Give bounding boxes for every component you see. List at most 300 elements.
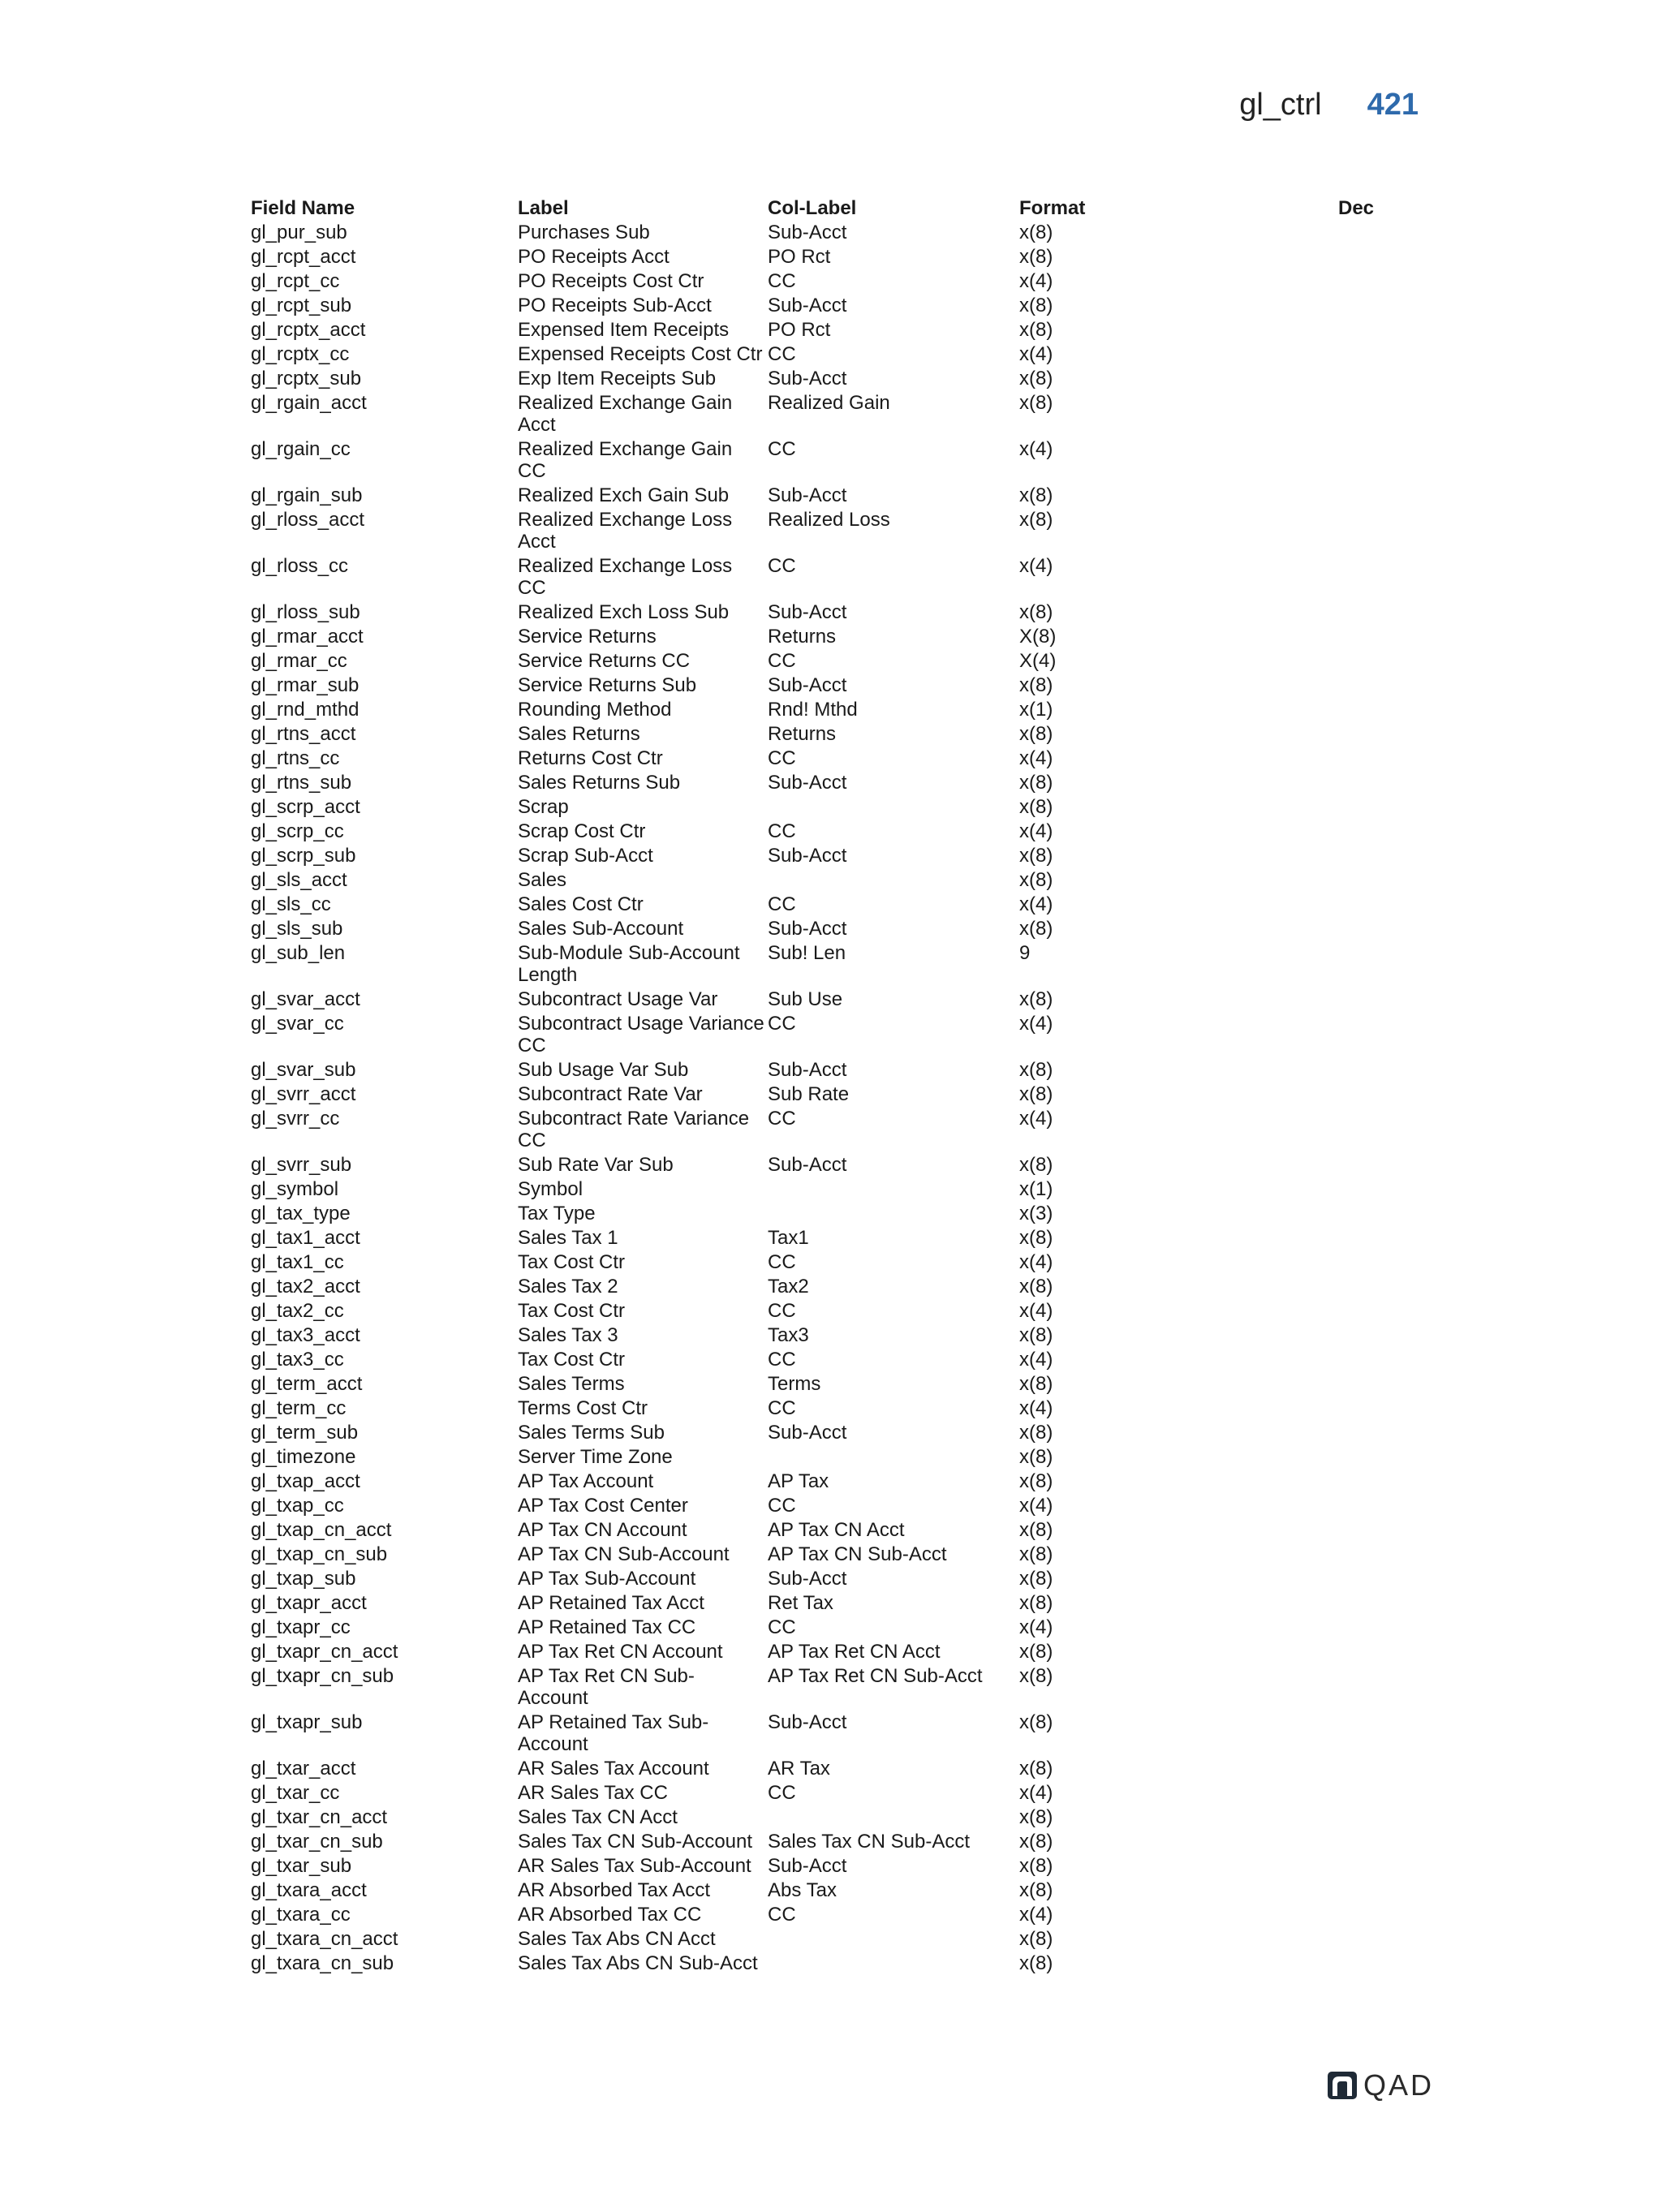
cell-field-name: gl_svrr_cc [251,1108,340,1130]
cell-format: x(8) [1019,1568,1053,1590]
cell-format: x(8) [1019,1446,1053,1468]
cell-col-label [768,1928,1019,1950]
table-row [251,891,1436,915]
cell-label: AP Retained Tax Sub- Account [518,1711,709,1755]
cell-format: x(4) [1019,1108,1053,1130]
table-row [251,1828,1436,1853]
table-row [251,599,1436,623]
cell-col-label [768,1203,1019,1224]
cell-col-label: Realized Gain [768,392,890,414]
cell-col-label: Sub-Acct [768,295,847,316]
cell-field-name: gl_rcptx_sub [251,368,362,389]
table-row [251,1395,1436,1419]
section-title: gl_ctrl [1239,88,1322,122]
cell-label: Service Returns CC [518,650,691,672]
table-row [251,1105,1436,1151]
cell-field-name: gl_term_acct [251,1373,363,1395]
cell-field-name: gl_txar_cn_sub [251,1831,383,1853]
column-header-col-label: Col-Label [768,197,857,219]
cell-dec [1338,1251,1436,1273]
cell-format: x(4) [1019,343,1053,365]
cell-field-name: gl_txap_sub [251,1568,356,1590]
cell-field-name: gl_txar_cn_acct [251,1806,388,1828]
table-row [251,1541,1436,1565]
table-row [251,1444,1436,1468]
cell-col-label: CC [768,555,796,577]
field-table [251,195,1436,1974]
cell-dec [1338,1592,1436,1614]
cell-col-label: Returns [768,723,837,745]
table-row [251,1419,1436,1444]
cell-label: Exp Item Receipts Sub [518,368,717,389]
cell-label: Symbol [518,1178,583,1200]
cell-format: x(8) [1019,368,1053,389]
cell-dec [1338,988,1436,1010]
cell-format: x(8) [1019,1665,1053,1687]
cell-dec [1338,343,1436,365]
cell-format: x(8) [1019,1083,1053,1105]
cell-format: x(4) [1019,747,1053,769]
cell-format: x(8) [1019,918,1053,940]
cell-format: x(4) [1019,1013,1053,1035]
cell-format: x(8) [1019,509,1053,531]
cell-dec [1338,942,1436,986]
cell-format: x(8) [1019,1758,1053,1779]
table-row [251,672,1436,696]
cell-label: Sales Terms [518,1373,625,1395]
cell-field-name: gl_sls_cc [251,893,331,915]
table-row [251,915,1436,940]
cell-format: X(8) [1019,626,1057,648]
column-header-field-name: Field Name [251,197,355,219]
cell-format: x(8) [1019,1641,1053,1663]
table-row [251,1322,1436,1346]
cell-format: x(8) [1019,1592,1053,1614]
cell-dec [1338,1831,1436,1853]
cell-format: x(4) [1019,1300,1053,1322]
cell-format: x(8) [1019,772,1053,794]
table-row [251,1057,1436,1081]
cell-label: Subcontract Usage Variance CC [518,1013,764,1057]
cell-field-name: gl_rgain_acct [251,392,367,414]
cell-field-name: gl_rgain_sub [251,484,363,506]
cell-dec [1338,918,1436,940]
cell-dec [1338,484,1436,506]
cell-field-name: gl_txar_sub [251,1855,352,1877]
cell-col-label [768,1178,1019,1200]
cell-field-name: gl_rcptx_cc [251,343,350,365]
cell-col-label [768,869,1019,891]
cell-dec [1338,650,1436,672]
cell-label: Sales Tax CN Acct [518,1806,678,1828]
cell-format: x(8) [1019,601,1053,623]
cell-label: Tax Cost Ctr [518,1251,626,1273]
cell-col-label: Sub-Acct [768,484,847,506]
cell-label: PO Receipts Cost Ctr [518,270,704,292]
cell-field-name: gl_scrp_cc [251,820,344,842]
cell-format: x(8) [1019,1543,1053,1565]
cell-format: x(8) [1019,222,1053,243]
cell-dec [1338,1324,1436,1346]
table-row [251,292,1436,316]
cell-dec [1338,626,1436,648]
cell-col-label: AP Tax CN Sub-Acct [768,1543,947,1565]
cell-dec [1338,796,1436,818]
cell-format: x(8) [1019,392,1053,414]
cell-col-label: CC [768,270,796,292]
cell-label: Realized Exchange Loss CC [518,555,738,599]
table-row [251,436,1436,482]
cell-dec [1338,1276,1436,1298]
table-row [251,1901,1436,1926]
cell-field-name: gl_sls_acct [251,869,347,891]
cell-format: x(4) [1019,820,1053,842]
cell-field-name: gl_rgain_cc [251,438,351,460]
table-row [251,1176,1436,1200]
table-row [251,1151,1436,1176]
table-row [251,1926,1436,1950]
cell-label: Sales Terms Sub [518,1422,665,1444]
cell-col-label: CC [768,1904,796,1926]
cell-format: x(4) [1019,555,1053,577]
cell-label: AP Tax Ret CN Account [518,1641,723,1663]
cell-col-label: CC [768,1251,796,1273]
cell-col-label: AP Tax CN Acct [768,1519,905,1541]
cell-field-name: gl_term_sub [251,1422,359,1444]
table-row [251,1877,1436,1901]
cell-format: x(8) [1019,1154,1053,1176]
cell-col-label: Realized Loss [768,509,890,531]
table-row [251,1517,1436,1541]
cell-format: x(4) [1019,1495,1053,1517]
cell-field-name: gl_txapr_sub [251,1711,363,1733]
cell-dec [1338,319,1436,341]
cell-field-name: gl_txap_acct [251,1470,360,1492]
cell-col-label: CC [768,1013,796,1035]
cell-dec [1338,1568,1436,1590]
table-row [251,1565,1436,1590]
cell-label: Returns Cost Ctr [518,747,663,769]
column-header-dec: Dec [1338,197,1375,219]
cell-format: x(4) [1019,1782,1053,1804]
cell-label: AP Retained Tax Acct [518,1592,704,1614]
cell-format: x(8) [1019,1227,1053,1249]
cell-format: x(8) [1019,1711,1053,1733]
cell-dec [1338,1928,1436,1950]
cell-format: x(8) [1019,1952,1053,1974]
cell-field-name: gl_txar_acct [251,1758,356,1779]
cell-field-name: gl_txara_acct [251,1879,367,1901]
cell-field-name: gl_rtns_sub [251,772,352,794]
cell-dec [1338,1904,1436,1926]
table-row [251,745,1436,769]
cell-label: Sales [518,869,567,891]
cell-label: Tax Type [518,1203,596,1224]
cell-label: AR Absorbed Tax CC [518,1904,702,1926]
cell-field-name: gl_tax_type [251,1203,351,1224]
table-row [251,1804,1436,1828]
cell-col-label: AP Tax [768,1470,829,1492]
cell-dec [1338,1855,1436,1877]
cell-field-name: gl_tax2_cc [251,1300,344,1322]
cell-field-name: gl_rmar_cc [251,650,347,672]
cell-dec [1338,1952,1436,1974]
cell-field-name: gl_txapr_acct [251,1592,367,1614]
table-row [251,867,1436,891]
table-row [251,986,1436,1010]
cell-label: Sales Returns Sub [518,772,681,794]
cell-col-label: Sub Rate [768,1083,850,1105]
cell-field-name: gl_txara_cc [251,1904,351,1926]
table-row [251,482,1436,506]
cell-dec [1338,1519,1436,1541]
cell-dec [1338,723,1436,745]
cell-label: Scrap Sub-Acct [518,845,653,867]
qad-logo [1328,2068,1434,2102]
cell-label: Tax Cost Ctr [518,1349,626,1371]
cell-dec [1338,820,1436,842]
table-body [251,219,1436,1974]
column-header-format: Format [1019,197,1086,219]
cell-field-name: gl_txapr_cc [251,1616,351,1638]
cell-label: Sub-Module Sub-Account Length [518,942,740,986]
cell-field-name: gl_rloss_sub [251,601,360,623]
cell-label: Rounding Method [518,699,672,721]
cell-field-name: gl_sub_len [251,942,346,964]
cell-dec [1338,1203,1436,1224]
cell-label: Tax Cost Ctr [518,1300,626,1322]
cell-col-label: Sub-Acct [768,1059,847,1081]
cell-format: x(8) [1019,1276,1053,1298]
cell-format: x(8) [1019,1422,1053,1444]
cell-dec [1338,1013,1436,1057]
cell-label: AP Retained Tax CC [518,1616,696,1638]
cell-dec [1338,699,1436,721]
cell-field-name: gl_txap_cc [251,1495,344,1517]
cell-dec [1338,555,1436,599]
cell-col-label: CC [768,1349,796,1371]
cell-dec [1338,1711,1436,1755]
cell-label: Scrap Cost Ctr [518,820,646,842]
cell-col-label [768,796,1019,818]
cell-col-label: Sub-Acct [768,1711,847,1733]
cell-dec [1338,1758,1436,1779]
cell-col-label: Sub Use [768,988,843,1010]
cell-dec [1338,1059,1436,1081]
cell-format: x(4) [1019,1904,1053,1926]
cell-format: x(8) [1019,484,1053,506]
cell-field-name: gl_svrr_sub [251,1154,352,1176]
cell-label: Sales Tax Abs CN Acct [518,1928,716,1950]
table-row [251,1224,1436,1249]
cell-field-name: gl_scrp_sub [251,845,356,867]
table-row [251,818,1436,842]
cell-field-name: gl_tax3_acct [251,1324,360,1346]
cell-label: Subcontract Rate Variance CC [518,1108,750,1151]
page-header [1239,88,1419,123]
cell-label: Subcontract Rate Var [518,1083,703,1105]
cell-format: x(4) [1019,438,1053,460]
cell-label: AR Sales Tax CC [518,1782,668,1804]
cell-dec [1338,270,1436,292]
cell-field-name: gl_rmar_acct [251,626,364,648]
cell-label: AP Tax CN Sub-Account [518,1543,730,1565]
cell-label: Sales Cost Ctr [518,893,644,915]
cell-field-name: gl_txapr_cn_sub [251,1665,394,1687]
cell-field-name: gl_svrr_acct [251,1083,356,1105]
table-row [251,365,1436,389]
cell-field-name: gl_tax2_acct [251,1276,360,1298]
cell-dec [1338,1806,1436,1828]
cell-dec [1338,601,1436,623]
cell-dec [1338,1446,1436,1468]
cell-dec [1338,1641,1436,1663]
cell-dec [1338,1543,1436,1565]
cell-field-name: gl_rmar_sub [251,674,360,696]
cell-dec [1338,1665,1436,1709]
cell-field-name: gl_rloss_acct [251,509,365,531]
cell-label: Realized Exchange Loss Acct [518,509,733,553]
cell-field-name: gl_svar_sub [251,1059,356,1081]
table-row [251,1590,1436,1614]
cell-dec [1338,747,1436,769]
cell-label: AP Tax Sub-Account [518,1568,696,1590]
table-row [251,553,1436,599]
cell-label: PO Receipts Acct [518,246,670,268]
cell-col-label: CC [768,1782,796,1804]
cell-label: Realized Exchange Gain Acct [518,392,733,436]
cell-label: AP Tax CN Account [518,1519,687,1541]
cell-dec [1338,1108,1436,1151]
cell-field-name: gl_tax3_cc [251,1349,344,1371]
cell-field-name: gl_rcptx_acct [251,319,366,341]
cell-label: Realized Exch Loss Sub [518,601,730,623]
cell-col-label: Tax1 [768,1227,809,1249]
cell-label: Service Returns [518,626,657,648]
cell-label: Sales Tax Abs CN Sub-Acct [518,1952,758,1974]
cell-dec [1338,845,1436,867]
cell-col-label: Sub-Acct [768,1154,847,1176]
cell-format: x(8) [1019,1324,1053,1346]
cell-dec [1338,674,1436,696]
table-row [251,1492,1436,1517]
cell-col-label: CC [768,1616,796,1638]
cell-format: X(4) [1019,650,1057,672]
cell-col-label [768,1806,1019,1828]
cell-dec [1338,772,1436,794]
table-row [251,794,1436,818]
cell-format: x(8) [1019,1831,1053,1853]
cell-col-label: CC [768,747,796,769]
cell-format: x(4) [1019,1349,1053,1371]
table-row [251,268,1436,292]
cell-label: Sub Rate Var Sub [518,1154,674,1176]
cell-format: x(1) [1019,699,1053,721]
table-row [251,1010,1436,1057]
cell-label: Sales Tax 2 [518,1276,618,1298]
table-header-row [251,195,1436,219]
cell-col-label: PO Rct [768,319,831,341]
cell-col-label: Rnd! Mthd [768,699,858,721]
cell-field-name: gl_timezone [251,1446,356,1468]
cell-dec [1338,1373,1436,1395]
cell-format: x(8) [1019,1928,1053,1950]
cell-dec [1338,1879,1436,1901]
cell-label: Realized Exchange Gain CC [518,438,738,482]
cell-dec [1338,295,1436,316]
cell-field-name: gl_rcpt_cc [251,270,340,292]
cell-dec [1338,869,1436,891]
qad-logo-icon [1328,2072,1357,2099]
cell-field-name: gl_txap_cn_acct [251,1519,392,1541]
cell-field-name: gl_txara_cn_acct [251,1928,398,1950]
cell-format: x(8) [1019,796,1053,818]
cell-col-label [768,1446,1019,1468]
cell-col-label: AP Tax Ret CN Acct [768,1641,941,1663]
cell-dec [1338,1300,1436,1322]
cell-label: Terms Cost Ctr [518,1397,648,1419]
cell-col-label: Sub-Acct [768,1855,847,1877]
cell-col-label: Sales Tax CN Sub-Acct [768,1831,970,1853]
cell-col-label: Sub-Acct [768,1568,847,1590]
cell-col-label: CC [768,650,796,672]
cell-label: Expensed Item Receipts [518,319,730,341]
cell-dec [1338,1495,1436,1517]
cell-col-label: Sub-Acct [768,368,847,389]
cell-label: AR Sales Tax Sub-Account [518,1855,751,1877]
table-row [251,623,1436,648]
cell-col-label [768,1952,1019,1974]
table-row [251,1468,1436,1492]
table-row [251,1779,1436,1804]
table-row [251,1249,1436,1273]
cell-label: Sales Returns [518,723,640,745]
cell-label: Expensed Receipts Cost Ctr [518,343,763,365]
cell-col-label: CC [768,1108,796,1130]
cell-col-label: Tax2 [768,1276,809,1298]
table-row [251,1853,1436,1877]
table-row [251,316,1436,341]
cell-format: x(4) [1019,1251,1053,1273]
cell-format: x(8) [1019,1373,1053,1395]
table-row [251,721,1436,745]
cell-field-name: gl_svar_acct [251,988,360,1010]
cell-field-name: gl_rnd_mthd [251,699,360,721]
cell-label: AP Tax Ret CN Sub-Account [518,1665,695,1709]
cell-field-name: gl_txara_cn_sub [251,1952,394,1974]
cell-label: AP Tax Cost Center [518,1495,688,1517]
cell-col-label: Sub-Acct [768,601,847,623]
cell-col-label: Sub-Acct [768,674,847,696]
cell-col-label: CC [768,438,796,460]
cell-field-name: gl_tax1_acct [251,1227,360,1249]
table-row [251,341,1436,365]
cell-col-label: AP Tax Ret CN Sub-Acct [768,1665,983,1687]
cell-label: Scrap [518,796,569,818]
cell-col-label: CC [768,893,796,915]
page-number: 421 [1367,88,1419,122]
table-row [251,1200,1436,1224]
cell-label: Sales Tax CN Sub-Account [518,1831,753,1853]
cell-dec [1338,893,1436,915]
cell-col-label: Terms [768,1373,821,1395]
cell-field-name: gl_symbol [251,1178,339,1200]
cell-format: x(4) [1019,1616,1053,1638]
column-header-label: Label [518,197,569,219]
cell-dec [1338,246,1436,268]
cell-field-name: gl_rloss_cc [251,555,349,577]
table-row [251,1950,1436,1974]
